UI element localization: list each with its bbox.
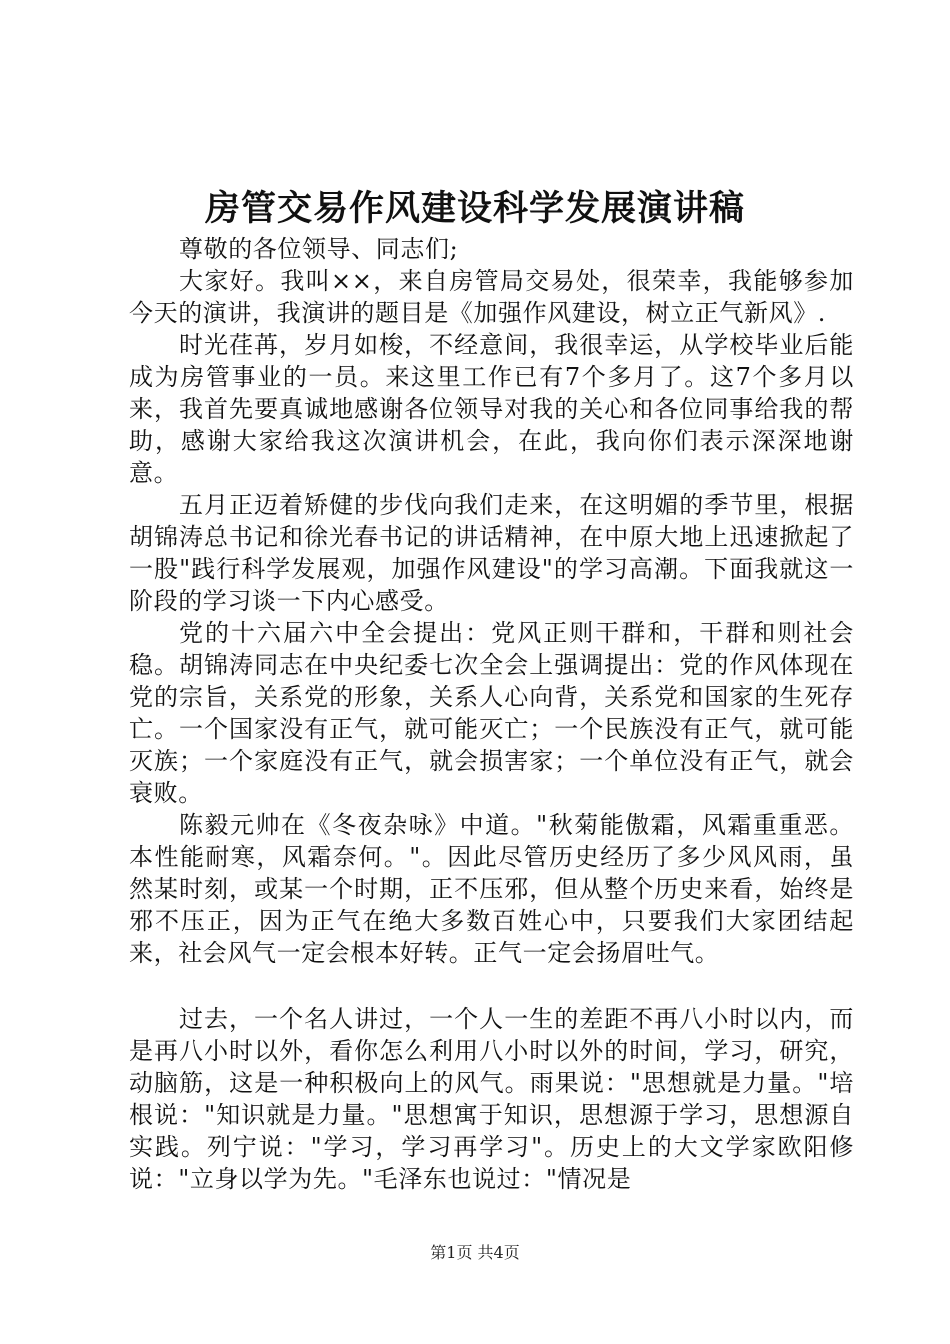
paragraph-study-tide: 五月正迈着矫健的步伐向我们走来，在这明媚的季节里，根据胡锦涛总书记和徐光春书记的讲话精神，在中原大地上迅速掀起了一股"践行科学发展观，加强作风建设"的学习高潮。下面我就这一阶段的学习谈一下内心感受。 [129, 491, 854, 615]
paragraph-learning: 过去，一个名人讲过，一个人一生的差距不再八小时以内，而是再八小时以外，看你怎么利用八小时以外的时间，学习，研究，动脑筋，这是一种积极向上的风气。雨果说："思想就是力量。"培根说："知识就是力量。"思想寓于知识，思想源于学习，思想源自实践。列宁说："学习，学习再学习"。历史上的大文学家欧阳修说："立身以学为先。"毛泽东也说过："情况是 [129, 1005, 854, 1193]
paragraph-salutation: 尊敬的各位领导、同志们; [179, 235, 459, 263]
paragraph-gratitude: 时光荏苒，岁月如梭，不经意间，我很幸运，从学校毕业后能成为房管事业的一员。来这里工作已有7个多月了。这7个多月以来，我首先要真诚地感谢各位领导对我的关心和各位同事给我的帮助，感谢大家给我这次演讲机会，在此，我向你们表示深深地谢意。 [129, 331, 854, 487]
document-body [129, 233, 854, 1195]
page-number-footer: 第1页 共4页 [430, 1243, 520, 1262]
paragraph-chen-yi-poem: 陈毅元帅在《冬夜杂咏》中道。"秋菊能傲霜，风霜重重恶。本性能耐寒，风霜奈何。"。因此尽管历史经历了多少风风雨，虽然某时刻，或某一个时期，正不压邪，但从整个历史来看，始终是邪不压正，因为正气在绝大多数百姓心中，只要我们大家团结起来，社会风气一定会根本好转。正气一定会扬眉吐气。 [129, 811, 854, 967]
paragraph-party-style: 党的十六届六中全会提出：党风正则干群和，干群和则社会稳。胡锦涛同志在中央纪委七次全会上强调提出：党的作风体现在党的宗旨，关系党的形象，关系人心向背，关系党和国家的生死存亡。一个国家没有正气，就可能灭亡；一个民族没有正气，就可能灭族；一个家庭没有正气，就会损害家；一个单位没有正气，就会衰败。 [129, 619, 854, 807]
paragraph-gap [129, 969, 854, 1003]
paragraph-introduction: 大家好。我叫××，来自房管局交易处，很荣幸，我能够参加今天的演讲，我演讲的题目是《加强作风建设，树立正气新风》. [129, 267, 854, 327]
document-title: 房管交易作风建设科学发展演讲稿 [204, 188, 745, 229]
